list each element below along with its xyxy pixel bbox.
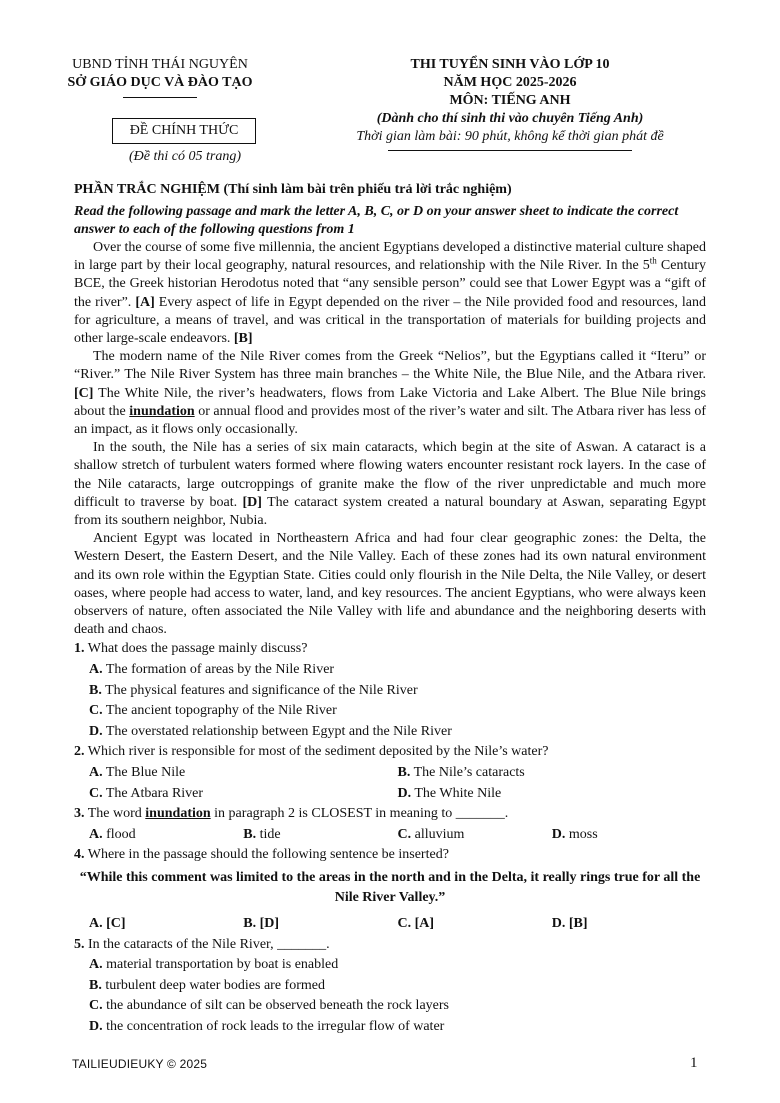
question-2-option-d[interactable]: D. The White Nile <box>397 785 502 801</box>
question-2-option-c[interactable]: C. The Atbara River <box>89 785 204 801</box>
pages-note: (Đề thi có 05 trang) <box>129 149 241 164</box>
question-3-option-d[interactable]: D. moss <box>551 826 598 842</box>
authority-name: UBND TỈNH THÁI NGUYÊN <box>72 57 248 72</box>
question-3-options <box>74 825 706 846</box>
passage-paragraph-4: Ancient Egypt was located in Northeastern Africa and had four clear geographic zones: the Delta, the Western Desert, the Eastern Desert, and the Nile Valley. Each of these zones had its own natural environment and its own role within the Egyptian State. Cities could only flourish in the Nile Delta, the Nile Valley, or desert oases, where people had access to water, land, and key resources. The ancient Egyptians, who were always keen observers of nature, often associated the Nile Valley with life and abundance and the neighboring deserts with death and chaos. <box>74 531 706 638</box>
section-instruction: Read the following passage and mark the letter A, B, C, or D on your answer sheet to indicate the correct answer to each of the following questions from 1 <box>74 204 679 237</box>
question-4-option-a[interactable]: A. [C] <box>89 916 126 931</box>
header-right <box>320 56 700 151</box>
school-year: NĂM HỌC 2025-2026 <box>443 75 577 90</box>
question-2-option-a[interactable]: A. The Blue Nile <box>89 765 186 781</box>
passage-paragraph-3: In the south, the Nile has a series of six main cataracts, which begin at the site of Aswan. A cataract is a shallow stretch of turbulent waters formed where flowing waters encounter resistant rock layers. In the case of the Nile cataracts, large outcroppings of granite make the flow of the river unpredictable and much more difficult to traverse by boat. [D] The cataract system created a natural boundary at Aswan, separating Egypt from its southern neighbor, Nubia. <box>74 440 707 529</box>
passage-paragraph-1: Over the course of some five millennia, the ancient Egyptians developed a distinctive material culture shaped in large part by their local geography, natural resources, and relationship with the Nile River. In the 5th Century BCE, the Greek historian Herodotus noted that “any sensible person” could see that Lower Egypt was a “gift of the river”. [A] Every aspect of life in Egypt depended on the river – the Nile provided food and resources, land for agriculture, a means of travel, and was critical in the transportation of materials for building projects and other large-scale endeavors. [B] <box>74 240 706 347</box>
question-4: 4. Where in the passage should the following sentence be inserted? <box>74 847 449 863</box>
marker-c: [C] <box>74 385 94 401</box>
header-left-divider <box>123 97 197 98</box>
marker-a: [A] <box>135 294 155 310</box>
question-2-option-b[interactable]: B. The Nile’s cataracts <box>397 765 525 781</box>
highlighted-word: inundation <box>129 403 195 419</box>
subject: MÔN: TIẾNG ANH <box>449 93 571 108</box>
official-exam-badge: ĐỀ CHÍNH THỨC <box>112 118 256 144</box>
question-1: 1. What does the passage mainly discuss? <box>74 641 308 657</box>
exam-title: THI TUYỂN SINH VÀO LỚP 10 <box>410 57 610 72</box>
passage-paragraph-2: The modern name of the Nile River comes from the Greek “Nelios”, but the Egyptians called it “Iteru” or “River.” The Nile River System has three main branches – the White Nile, the Blue Nile, and the Atbara river. [C] The White Nile, the river’s headwaters, flows from Lake Victoria and Lake Albert. The Blue Nile brings about the inundation or annual flood and provides most of the river’s water and silt. The Atbara river has less of an impact, as it flows only occasionally. <box>74 349 706 438</box>
header-right-divider <box>388 150 632 151</box>
question-1-option-d[interactable]: D. The overstated relationship between Egypt and the Nile River <box>89 723 452 739</box>
question-5-option-d[interactable]: D. the concentration of rock leads to the irregular flow of water <box>89 1018 445 1034</box>
footer-brand: TAILIEUDIEUKY © 2025 <box>72 1057 208 1071</box>
question-5-option-a[interactable]: A. material transportation by boat is enabled <box>89 957 339 973</box>
question-1-option-c[interactable]: C. The ancient topography of the Nile River <box>89 703 337 719</box>
question-3-option-c[interactable]: C. alluvium <box>397 826 465 842</box>
question-2: 2. Which river is responsible for most of the sediment deposited by the Nile’s water? <box>74 744 549 760</box>
exam-content <box>74 180 706 1038</box>
marker-b: [B] <box>233 331 253 347</box>
question-4-options <box>74 914 706 935</box>
question-3-option-a[interactable]: A. flood <box>89 826 136 842</box>
question-3: 3. The word inundation in paragraph 2 is CLOSEST in meaning to _______. <box>74 806 509 822</box>
question-4-quote: “While this comment was limited to the areas in the north and in the Delta, it really rings true for all the Nile River Valley.” <box>79 870 701 905</box>
question-2-options-row-1 <box>74 763 706 784</box>
question-3-word: inundation <box>145 806 211 822</box>
marker-d: [D] <box>242 494 262 510</box>
question-5-option-b[interactable]: B. turbulent deep water bodies are formed <box>89 977 325 993</box>
question-5: 5. In the cataracts of the Nile River, _______. <box>74 936 330 952</box>
time-allowed: Thời gian làm bài: 90 phút, không kể thời gian phát đề <box>356 129 664 144</box>
question-1-option-a[interactable]: A. The formation of areas by the Nile River <box>89 662 335 678</box>
question-4-option-c[interactable]: C. [A] <box>397 916 435 931</box>
question-5-option-c[interactable]: C. the abundance of silt can be observed beneath the rock layers <box>89 998 449 1014</box>
page-number: 1 <box>690 1055 698 1071</box>
question-2-options-row-2 <box>74 784 706 805</box>
department-name: SỞ GIÁO DỤC VÀ ĐÀO TẠO <box>67 75 253 90</box>
question-1-option-b[interactable]: B. The physical features and significance of the Nile River <box>89 682 418 698</box>
question-3-option-b[interactable]: B. tide <box>243 826 281 842</box>
question-4-option-d[interactable]: D. [B] <box>551 916 588 931</box>
audience: (Dành cho thí sinh thi vào chuyên Tiếng Anh) <box>376 111 644 126</box>
section-title: PHẦN TRẮC NGHIỆM (Thí sinh làm bài trên phiếu trả lời trắc nghiệm) <box>74 182 512 197</box>
header-left <box>62 56 258 98</box>
question-4-option-b[interactable]: B. [D] <box>243 916 280 931</box>
